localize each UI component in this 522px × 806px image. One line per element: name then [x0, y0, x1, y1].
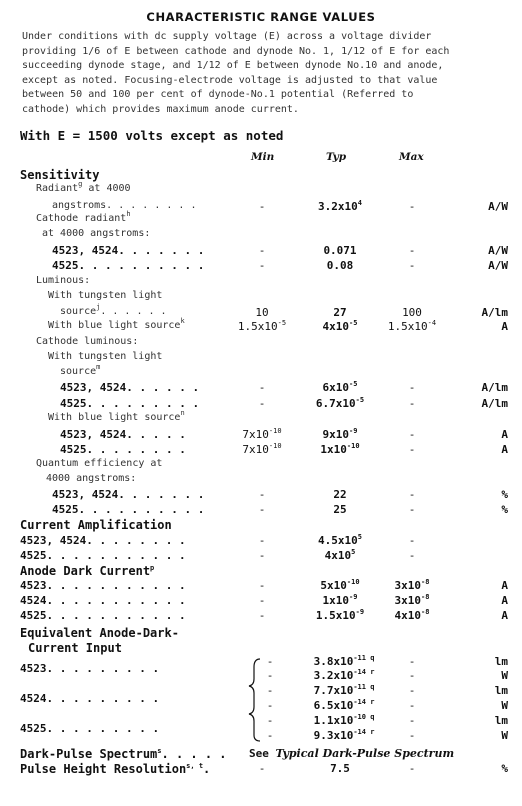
footnote-mark: g — [78, 180, 83, 188]
row-label: 4000 angstroms: — [46, 473, 137, 484]
min-value: - — [258, 534, 266, 547]
unit: A/W — [488, 259, 508, 272]
table-row — [0, 259, 522, 274]
unit: lm — [494, 684, 508, 697]
table-row — [0, 290, 522, 305]
max-value: - — [408, 714, 416, 727]
max-value: $1.5x10^{-4}$ — [387, 319, 437, 333]
min-value: - — [258, 259, 266, 272]
intro-line: succeeding dynode stage, and 1/12 of E between dynode No.10 and anode, — [22, 60, 444, 72]
row-label: at 4000 — [82, 183, 131, 194]
row-label: Luminous: — [36, 275, 91, 286]
table-row — [0, 336, 522, 351]
unit: lm — [494, 655, 508, 668]
max-value: - — [408, 443, 416, 456]
table-row — [0, 579, 522, 594]
unit: lm — [494, 714, 508, 727]
row-label: 4523, 4524. . . . . . — [60, 381, 200, 394]
min-value: - — [266, 655, 274, 668]
typ-value: $4x10^{-5}$ — [322, 319, 358, 333]
row-label: 4523, 4524. . . . . . . — [52, 488, 205, 501]
min-value: - — [266, 699, 274, 712]
max-value: - — [408, 397, 416, 410]
min-value: - — [266, 684, 274, 697]
typ-value: $3.8x10^{-11 q}$ — [313, 654, 375, 668]
row-label: 4525. . . . . . . . . . — [52, 503, 205, 516]
typ-value: $4x10^5$ — [324, 548, 356, 562]
unit: % — [501, 488, 508, 501]
see-reference: See Typical Dark-Pulse Spectrum — [249, 747, 455, 760]
table-row — [0, 458, 522, 473]
table-row — [0, 594, 522, 609]
typ-value: 25 — [333, 503, 347, 516]
min-value: - — [258, 594, 266, 607]
min-value: $1.5x10^{-5}$ — [237, 319, 287, 333]
unit: A — [501, 594, 508, 607]
table-row — [0, 244, 522, 259]
typ-value: $7.7x10^{-11 q}$ — [313, 683, 375, 697]
max-value: - — [408, 259, 416, 272]
max-value: - — [408, 762, 416, 775]
conditions-paragraph — [22, 30, 482, 118]
row-label: 4524. . . . . . . . . — [20, 692, 160, 705]
table-row — [0, 655, 522, 670]
min-value: - — [258, 609, 266, 622]
max-value: - — [408, 428, 416, 441]
table-row — [0, 228, 522, 243]
typ-value: $5x10^{-10}$ — [320, 578, 360, 592]
table-row — [0, 473, 522, 488]
table-row — [0, 609, 522, 624]
row-label: 4525. . . . . . . . . . . — [20, 549, 186, 562]
section-heading: Anode Dark Current — [20, 564, 151, 578]
max-value: - — [408, 684, 416, 697]
section-heading: Current Input — [28, 641, 122, 655]
min-value: - — [258, 762, 266, 775]
typ-value: $6.7x10^{-5}$ — [315, 396, 365, 410]
row-label: 4525. . . . . . . . — [60, 443, 186, 456]
typ-value: 27 — [333, 306, 347, 319]
max-value: - — [408, 729, 416, 742]
section-heading: Equivalent Anode-Dark- — [20, 626, 179, 640]
typ-value: 22 — [333, 488, 347, 501]
table-row — [0, 626, 522, 641]
table-row: Anode Dark Current$^p$ — [20, 564, 155, 578]
table-row — [0, 699, 522, 714]
max-column-header: Max — [399, 151, 424, 163]
row-label: 4525. . . . . . . . . — [60, 397, 200, 410]
typ-value: 0.071 — [323, 244, 357, 257]
row-label: 4524. . . . . . . . . . . — [20, 594, 186, 607]
min-value: - — [258, 488, 266, 501]
max-value: $3x10^{-8}$ — [394, 593, 430, 607]
row-label: Cathode luminous: — [36, 336, 139, 347]
unit: A/lm — [481, 381, 508, 394]
max-value: - — [408, 488, 416, 501]
min-value: - — [258, 503, 266, 516]
max-value: - — [408, 244, 416, 257]
min-value: - — [266, 729, 274, 742]
typ-value: $4.5x10^5$ — [318, 533, 362, 547]
typ-value: $9x10^{-9}$ — [322, 427, 358, 441]
table-row — [0, 351, 522, 366]
row-label: Cathode radiant — [36, 213, 127, 224]
max-value: 100 — [402, 306, 422, 319]
row-label: Radiant — [36, 183, 79, 194]
typ-column-header: Typ — [326, 151, 347, 163]
unit: % — [501, 503, 508, 516]
max-value: - — [408, 655, 416, 668]
unit: A — [501, 443, 508, 456]
row-label: source — [60, 366, 97, 377]
table-row — [0, 518, 522, 533]
max-value: - — [408, 381, 416, 394]
row-label: at 4000 angstroms: — [42, 228, 151, 239]
section-heading: Current Amplification — [20, 518, 172, 532]
intro-line: Under conditions with dc supply voltage (E) across a voltage divider — [22, 31, 432, 42]
row-label: Quantum efficiency at — [36, 458, 163, 469]
max-value: $4x10^{-8}$ — [394, 608, 430, 622]
min-value: - — [258, 244, 266, 257]
row-label: 4523. . . . . . . . . . . — [20, 579, 186, 592]
table-row: With blue light source$^n$ — [48, 409, 185, 423]
row-label: 4523, 4524. . . . . . . . — [20, 534, 186, 547]
table-row — [0, 714, 522, 729]
min-value: - — [258, 397, 266, 410]
section-heading: Pulse Height Resolution — [20, 762, 187, 776]
min-value: - — [266, 714, 274, 727]
table-row: source$^j$. . . . . . 10 27 100 A/lm — [60, 303, 508, 319]
unit: A — [501, 428, 508, 441]
min-value: - — [258, 549, 266, 562]
row-label: With tungsten light — [48, 351, 163, 362]
unit: A/W — [488, 200, 508, 213]
max-value: $3x10^{-8}$ — [394, 578, 430, 592]
row-label: With blue light source — [48, 412, 181, 423]
table-row — [0, 669, 522, 684]
unit: W — [501, 699, 508, 712]
row-label: 4523. . . . . . . . . — [20, 662, 160, 675]
typ-value: $6.5x10^{-14 r}$ — [313, 698, 375, 712]
row-label: angstroms. . . . . . . . — [52, 200, 197, 211]
typ-value: $9.3x10^{-14 r}$ — [313, 728, 375, 742]
typ-value: $1.1x10^{-10 q}$ — [313, 713, 375, 727]
max-value: - — [408, 669, 416, 682]
min-value: 10 — [255, 306, 269, 319]
max-value: - — [408, 503, 416, 516]
table-row — [0, 275, 522, 290]
row-label: 4525. . . . . . . . . . . — [20, 609, 186, 622]
row-label: source — [60, 306, 97, 317]
row-label: 4525. . . . . . . . . . — [52, 259, 205, 272]
table-row — [0, 397, 522, 412]
min-value: - — [258, 579, 266, 592]
unit: A/lm — [481, 306, 508, 319]
unit: % — [501, 762, 508, 775]
row-label: With blue light source — [48, 320, 181, 331]
row-label: 4525. . . . . . . . . — [20, 722, 160, 735]
table-row: source$^m$ — [60, 363, 101, 377]
min-value: - — [266, 669, 274, 682]
unit: A — [501, 579, 508, 592]
intro-line: cathode) which provides maximum anode current. — [22, 103, 299, 115]
intro-line: except as noted. Focusing-electrode voltage is adjusted to that value — [22, 74, 438, 86]
max-value: - — [408, 549, 416, 562]
typ-value: 0.08 — [326, 259, 354, 272]
table-row: Dark-Pulse Spectrum$^s$. . . . . See Typical Dark-Pulse Spectrum — [20, 747, 455, 761]
table-row: Pulse Height Resolution$^{s, t}$. - 7.5 - % — [20, 762, 508, 776]
unit: A/W — [488, 244, 508, 257]
min-value: $7x10^{-10}$ — [242, 427, 282, 441]
min-value: - — [258, 200, 266, 213]
typ-value: $3.2x10^{-14 r}$ — [313, 668, 375, 682]
table-row: With blue light source$^k$ $1.5x10^{-5}$ $4x10^{-5}$ $1.5x10^{-4}$ A — [48, 317, 508, 333]
table-row: Cathode radiant$^h$ — [36, 210, 131, 224]
section-heading: Sensitivity — [20, 168, 100, 182]
unit: W — [501, 729, 508, 742]
typ-value: $1x10^{-9}$ — [322, 593, 358, 607]
typ-value: $1x10^{-10}$ — [320, 442, 360, 456]
table-row — [0, 534, 522, 549]
table-row — [0, 729, 522, 744]
typ-value: 7.5 — [330, 762, 350, 775]
table-row — [0, 381, 522, 396]
min-value: $7x10^{-10}$ — [242, 442, 282, 456]
table-row — [0, 443, 522, 458]
table-row — [0, 488, 522, 503]
unit: A — [501, 609, 508, 622]
table-row — [0, 684, 522, 699]
table-row — [0, 549, 522, 564]
min-column-header: Min — [251, 151, 275, 163]
max-value: - — [408, 699, 416, 712]
intro-line: between 50 and 100 per cent of dynode-No.1 potential (Referred to — [22, 89, 414, 101]
voltage-condition: With E = 1500 volts except as noted — [20, 128, 284, 143]
row-label: 4523, 4524. . . . . . . — [52, 244, 205, 257]
typ-value: $6x10^{-5}$ — [322, 380, 358, 394]
intro-line: providing 1/6 of E between cathode and dynode No. 1, 1/12 of E for each — [22, 45, 450, 57]
typ-value: $1.5x10^{-9}$ — [315, 608, 365, 622]
section-heading: Dark-Pulse Spectrum — [20, 747, 158, 761]
section-title: CHARACTERISTIC RANGE VALUES — [146, 10, 376, 24]
min-value: - — [258, 381, 266, 394]
table-row — [0, 641, 522, 656]
table-row — [0, 503, 522, 518]
typ-value: $3.2x10^4$ — [318, 199, 362, 213]
table-row — [0, 428, 522, 443]
unit: A/lm — [481, 397, 508, 410]
max-value: - — [408, 534, 416, 547]
max-value: - — [408, 200, 416, 213]
unit: W — [501, 669, 508, 682]
row-label: With tungsten light — [48, 290, 163, 301]
table-row — [0, 180, 522, 198]
unit: A — [501, 320, 508, 333]
row-label: 4523, 4524. . . . . — [60, 428, 186, 441]
